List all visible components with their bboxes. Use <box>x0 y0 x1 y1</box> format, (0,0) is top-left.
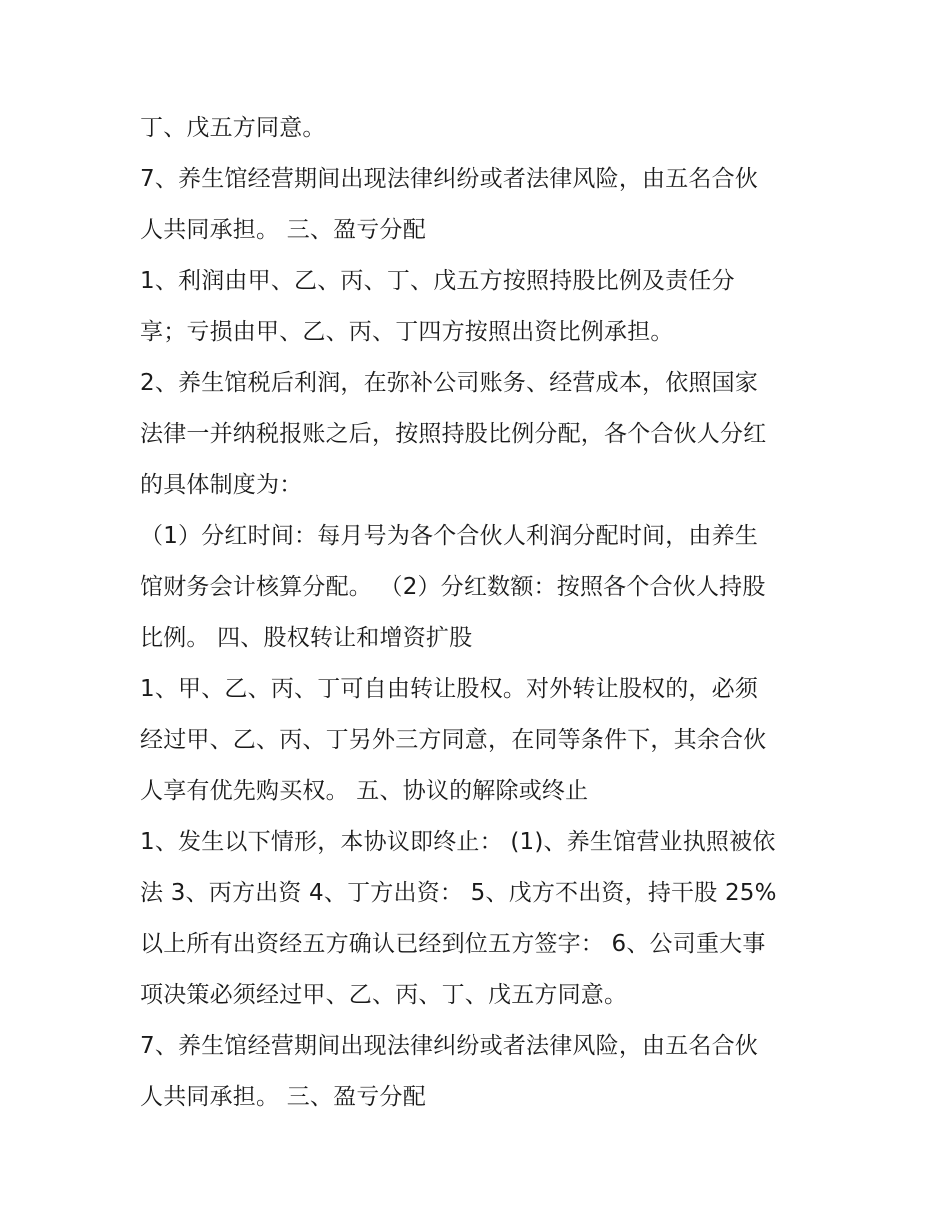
text-line: 比例。 四、股权转让和增资扩股 <box>140 625 473 651</box>
text-line: 以上所有出资经五方确认已经到位五方签字： 6、公司重大事 <box>140 931 766 957</box>
text-line: 馆财务会计核算分配。 （2）分红数额：按照各个合伙人持股 <box>140 574 766 600</box>
text-line: 人共同承担。 三、盈亏分配 <box>140 1084 426 1110</box>
text-line: 享；亏损由甲、乙、丙、丁四方按照出资比例承担。 <box>140 319 674 345</box>
text-line: 丁、戊五方同意。 <box>140 115 326 141</box>
text-line: 项决策必须经过甲、乙、丙、丁、戊五方同意。 <box>140 982 628 1008</box>
text-line: （1）分红时间：每月号为各个合伙人利润分配时间，由养生 <box>140 523 759 549</box>
text-line: 法律一并纳税报账之后，按照持股比例分配，各个合伙人分红 <box>140 421 767 447</box>
text-line: 1、利润由甲、乙、丙、丁、戊五方按照持股比例及责任分 <box>140 268 735 294</box>
text-line: 2、养生馆税后利润，在弥补公司账务、经营成本，依照国家 <box>140 370 759 396</box>
text-line: 的具体制度为： <box>140 472 303 498</box>
text-line: 1、甲、乙、丙、丁可自由转让股权。对外转让股权的，必须 <box>140 676 759 702</box>
document-body <box>140 103 830 1123</box>
text-line: 7、养生馆经营期间出现法律纠纷或者法律风险，由五名合伙 <box>140 1033 759 1059</box>
text-line: 人享有优先购买权。 五、协议的解除或终止 <box>140 778 589 804</box>
text-line: 人共同承担。 三、盈亏分配 <box>140 217 426 243</box>
text-line: 经过甲、乙、丙、丁另外三方同意，在同等条件下，其余合伙 <box>140 727 767 753</box>
text-line: 1、发生以下情形，本协议即终止： (1)、养生馆营业执照被依 <box>140 829 776 855</box>
text-line: 法 3、丙方出资 4、丁方出资： 5、戊方不出资，持干股 25% <box>140 880 777 906</box>
text-line: 7、养生馆经营期间出现法律纠纷或者法律风险，由五名合伙 <box>140 166 759 192</box>
